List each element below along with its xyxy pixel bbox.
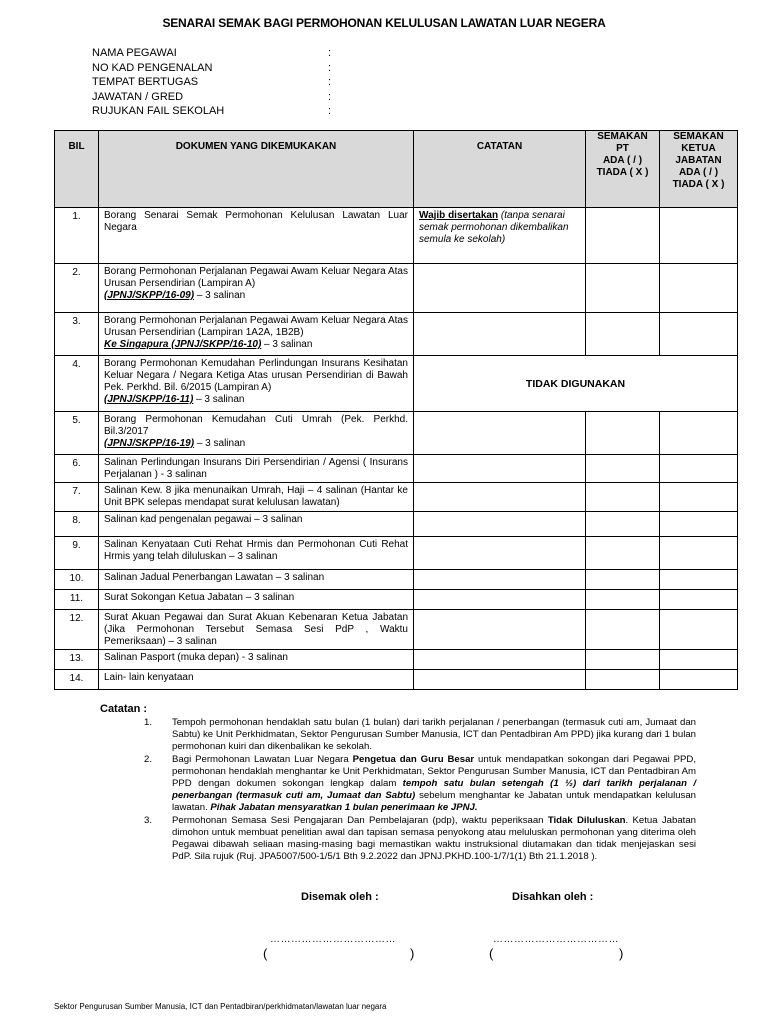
notes-section [100, 703, 696, 864]
check-head-cell[interactable] [660, 483, 738, 512]
table-row [55, 483, 738, 512]
check-pt-cell[interactable] [586, 313, 660, 356]
row-document [99, 670, 414, 690]
header-check-pt-line: PT [616, 143, 629, 154]
check-pt-cell[interactable] [586, 483, 660, 512]
check-pt-cell[interactable] [586, 455, 660, 483]
check-head-cell[interactable] [660, 313, 738, 356]
note-text [172, 815, 696, 863]
table-row [55, 537, 738, 570]
note-emphasis: Tidak Diluluskan [547, 815, 626, 826]
note-item [100, 754, 696, 814]
row-document [99, 356, 414, 412]
form-reference: (JPNJ/SKPP/16-11) [104, 394, 194, 405]
note-number: 2. [144, 754, 153, 765]
document-text: Salinan kad pengenalan pegawai – 3 salinan [104, 514, 303, 525]
check-pt-cell[interactable] [586, 264, 660, 313]
check-head-cell[interactable] [660, 208, 738, 264]
note-segment: . Ketua Jabatan dimohon untuk membuat penelitian awal dan tapisan semasa penyokong atau meluluskan permohonan yang diterima oleh Pegawai dibawah seliaan masing-masing bagi memastikan waktu instruksional diutamakan dan tidak menjejaskan sesi PdP. Sila rujuk (Ruj. JPA5007/500-1/5/1 Bth 9.2.2022 dan JPNJ.PKHD.100-1/7/1(1) Bth 21.1.2018 ). [172, 815, 697, 862]
note-segment: Permohonan Semasa Sesi Pengajaran Dan Pembelajaran (pdp), waktu peperiksaan [172, 815, 548, 826]
document-text: Salinan Jadual Penerbangan Lawatan – 3 salinan [104, 572, 325, 583]
form-reference: Ke Singapura (JPNJ/SKPP/16-10) [104, 339, 262, 350]
mandatory-note: (tanpa senarai semak permohonan dikembalikan semula ke sekolah) [419, 210, 569, 245]
check-head-cell[interactable] [660, 264, 738, 313]
note-segment: Tempoh permohonan hendaklah satu bulan (1 bulan) dari tarikh perjalanan / penerbangan (termasuk cuti am, Jumaat dan Sabtu) ke Unit Perkhidmatan, Sektor Pengurusan Sumber Manusia, ICT dan Pentadbiran Am PPD) jika kurang dari 1 bulan permohonan kuiri dan dikenbalikan ke sekolah. [172, 717, 696, 752]
row-document [99, 590, 414, 610]
approved-by-signature-line: ……………………………… [493, 934, 619, 945]
row-note [414, 590, 586, 610]
row-number: 12. [55, 610, 99, 650]
field-row [92, 61, 340, 76]
note-number: 3. [144, 815, 153, 826]
note-emphasis: Pengetua dan Guru Besar [352, 754, 475, 765]
row-number: 13. [55, 650, 99, 670]
check-pt-cell[interactable] [586, 610, 660, 650]
form-reference: (JPNJ/SKPP/16-09) [104, 290, 195, 301]
checked-by-name-close: ) [410, 946, 415, 961]
row-document [99, 313, 414, 356]
copies-count: – 3 salinan [261, 339, 313, 350]
table-row [55, 208, 738, 264]
check-head-cell[interactable] [660, 590, 738, 610]
notes-heading: Catatan : [100, 703, 148, 715]
field-row [92, 75, 340, 90]
document-text: Borang Permohonan Kemudahan Perlindungan Insurans Kesihatan Keluar Negara / Negara Ketiga Atas urusan Persendirian di Bawah Pek. Perkhd. Bil. 6/2015 (Lampiran A) [104, 358, 408, 393]
row-note [414, 412, 586, 455]
field-row [92, 46, 340, 61]
row-number: 10. [55, 570, 99, 590]
table-row [55, 412, 738, 455]
check-head-cell[interactable] [660, 455, 738, 483]
field-label: JAWATAN / GRED [92, 90, 184, 103]
check-head-cell[interactable] [660, 610, 738, 650]
note-item [100, 717, 696, 753]
row-note [414, 650, 586, 670]
header-check-head-line: JABATAN [675, 155, 722, 166]
table-row [55, 264, 738, 313]
field-colon: : [328, 47, 332, 59]
field-row [92, 104, 340, 119]
row-number: 1. [55, 208, 99, 264]
row-document [99, 455, 414, 483]
header-check-head-line: TIADA ( X ) [672, 179, 725, 190]
checked-by-label: Disemak oleh : [301, 891, 379, 903]
row-note [414, 670, 586, 690]
check-head-cell[interactable] [660, 412, 738, 455]
row-note [414, 455, 586, 483]
row-note [414, 483, 586, 512]
row-document [99, 650, 414, 670]
document-text: Borang Senarai Semak Permohonan Kelulusan Lawatan Luar Negara [104, 210, 408, 233]
header-document: DOKUMEN YANG DIKEMUKAKAN [99, 131, 414, 208]
row-note [414, 313, 586, 356]
check-pt-cell[interactable] [586, 537, 660, 570]
row-number: 5. [55, 412, 99, 455]
copies-count: – 3 salinan [194, 438, 246, 449]
document-text: Borang Permohonan Perjalanan Pegawai Awam Keluar Negara Atas Urusan Persendirian (Lampiran A) [104, 266, 408, 289]
row-note [414, 570, 586, 590]
row-note [414, 610, 586, 650]
row-note [414, 512, 586, 537]
document-text: Surat Sokongan Ketua Jabatan – 3 salinan [104, 592, 295, 603]
table-row [55, 610, 738, 650]
approved-by-label: Disahkan oleh : [512, 891, 594, 903]
header-bil: BIL [55, 131, 99, 208]
check-head-cell[interactable] [660, 670, 738, 690]
row-document [99, 264, 414, 313]
row-note [414, 537, 586, 570]
field-row [92, 90, 340, 105]
row-note [414, 208, 586, 264]
note-number: 1. [144, 717, 153, 728]
note-segment: untuk mendapatkan sokongan dari Pegawai PPD, permohonan hendaklah menghantar ke Unit Perkhidmatan, Sektor Pengurusan Sumber Manusia, ICT dan Pentadbiran Am PPD dengan dokumen sokongan lengkap dalam [172, 754, 696, 789]
row-number: 14. [55, 670, 99, 690]
table-row [55, 570, 738, 590]
row-number: 9. [55, 537, 99, 570]
row-number: 11. [55, 590, 99, 610]
note-emphasis: tempoh satu bulan setengah (1 ½) dari tarikh perjalanan / penerbangan (termasuk cuti am, Jumaat dan Sabtu) [172, 778, 697, 801]
check-pt-cell[interactable] [586, 208, 660, 264]
row-number: 4. [55, 356, 99, 412]
page-footer: Sektor Pengurusan Sumber Manusia, ICT dan Pentadbiran/perkhidmatan/lawatan luar negara [54, 1002, 387, 1011]
check-head-cell[interactable] [660, 650, 738, 670]
approved-by-name-close: ) [619, 946, 624, 961]
field-colon: : [328, 61, 332, 74]
check-pt-cell[interactable] [586, 512, 660, 537]
check-pt-cell[interactable] [586, 412, 660, 455]
field-label: NO KAD PENGENALAN [92, 61, 213, 74]
note-item [100, 815, 696, 863]
table-row [55, 512, 738, 537]
note-text [172, 754, 696, 814]
check-pt-cell[interactable] [586, 670, 660, 690]
header-check-pt-line: TIADA ( X ) [596, 167, 649, 178]
document-text: Borang Permohonan Kemudahan Cuti Umrah (Pek. Perkhd. Bil.3/2017 [104, 414, 408, 437]
check-head-cell[interactable] [660, 512, 738, 537]
row-document [99, 570, 414, 590]
document-text: Salinan Kenyataan Cuti Rehat Hrmis dan Permohonan Cuti Rehat Hrmis yang telah diluluskan – 3 salinan [104, 539, 408, 562]
checklist-table [54, 130, 738, 690]
row-document [99, 610, 414, 650]
check-pt-cell[interactable] [586, 590, 660, 610]
row-document [99, 483, 414, 512]
header-check-head-line: KETUA [681, 143, 716, 154]
note-segment: Bagi Permohonan Lawatan Luar Negara [172, 754, 353, 765]
row-document [99, 412, 414, 455]
row-number: 8. [55, 512, 99, 537]
row-document [99, 208, 414, 264]
row-number: 6. [55, 455, 99, 483]
header-check-pt [586, 131, 660, 208]
check-head-cell[interactable] [660, 570, 738, 590]
copies-count: – 3 salinan [193, 394, 245, 405]
header-check-head-line: ADA ( / ) [678, 167, 719, 178]
note-text [172, 717, 696, 753]
row-document [99, 537, 414, 570]
table-row [55, 313, 738, 356]
table-row [55, 356, 738, 412]
approved-by-name-open: ( [489, 946, 494, 961]
header-check-pt-line: SEMAKAN [597, 131, 648, 142]
copies-count: – 3 salinan [194, 290, 246, 301]
header-check-pt-line: ADA ( / ) [602, 155, 643, 166]
note-segment: sebelum menghantar ke Jabatan untuk mendapatkan kelulusan lawatan. [172, 790, 696, 813]
mandatory-label: Wajib disertakan [419, 210, 499, 221]
field-label: NAMA PEGAWAI [92, 47, 177, 59]
note-emphasis: Pihak Jabatan mensyaratkan 1 bulan penerimaan ke JPNJ. [210, 802, 478, 813]
document-text: Salinan Perlindungan Insurans Diri Persendirian / Agensi ( Insurans Perjalanan ) - 3 salinan [104, 457, 408, 480]
header-check-head [660, 131, 738, 208]
applicant-fields [92, 46, 340, 119]
table-row [55, 670, 738, 690]
table-row [55, 455, 738, 483]
document-text: Salinan Kew. 8 jika menunaikan Umrah, Haji – 4 salinan (Hantar ke Unit BPK selepas mendapat surat kelulusan lawatan) [104, 485, 408, 508]
form-reference: (JPNJ/SKPP/16-19) [104, 438, 195, 449]
field-colon: : [328, 76, 332, 88]
document-text: Surat Akuan Pegawai dan Surat Akuan Kebenaran Ketua Jabatan (Jika Permohonan Tersebut Semasa Sesi PdP , Waktu Pemeriksaan) – 3 salinan [104, 612, 408, 647]
document-text: Salinan Pasport (muka depan) - 3 salinan [104, 652, 288, 663]
field-colon: : [328, 105, 332, 117]
not-used-label: TIDAK DIGUNAKAN [414, 356, 738, 412]
header-note: CATATAN [414, 131, 586, 208]
header-check-head-line: SEMAKAN [673, 131, 724, 142]
field-colon: : [328, 90, 332, 103]
check-head-cell[interactable] [660, 537, 738, 570]
table-row [55, 590, 738, 610]
document-text: Lain- lain kenyataan [104, 672, 194, 683]
row-note [414, 264, 586, 313]
row-document [99, 512, 414, 537]
field-label: TEMPAT BERTUGAS [92, 76, 199, 88]
table-header-row [55, 131, 738, 208]
table-row [55, 650, 738, 670]
checked-by-signature-line: ……………………………… [270, 934, 396, 945]
row-number: 7. [55, 483, 99, 512]
checked-by-name-open: ( [263, 946, 268, 961]
check-pt-cell[interactable] [586, 570, 660, 590]
row-number: 2. [55, 264, 99, 313]
field-label: RUJUKAN FAIL SEKOLAH [92, 105, 225, 117]
page-title: SENARAI SEMAK BAGI PERMOHONAN KELULUSAN LAWATAN LUAR NEGERA [162, 16, 606, 30]
document-text: Borang Permohonan Perjalanan Pegawai Awam Keluar Negara Atas Urusan Persendirian (Lampiran 1A2A, 1B2B) [104, 315, 408, 338]
row-number: 3. [55, 313, 99, 356]
check-pt-cell[interactable] [586, 650, 660, 670]
